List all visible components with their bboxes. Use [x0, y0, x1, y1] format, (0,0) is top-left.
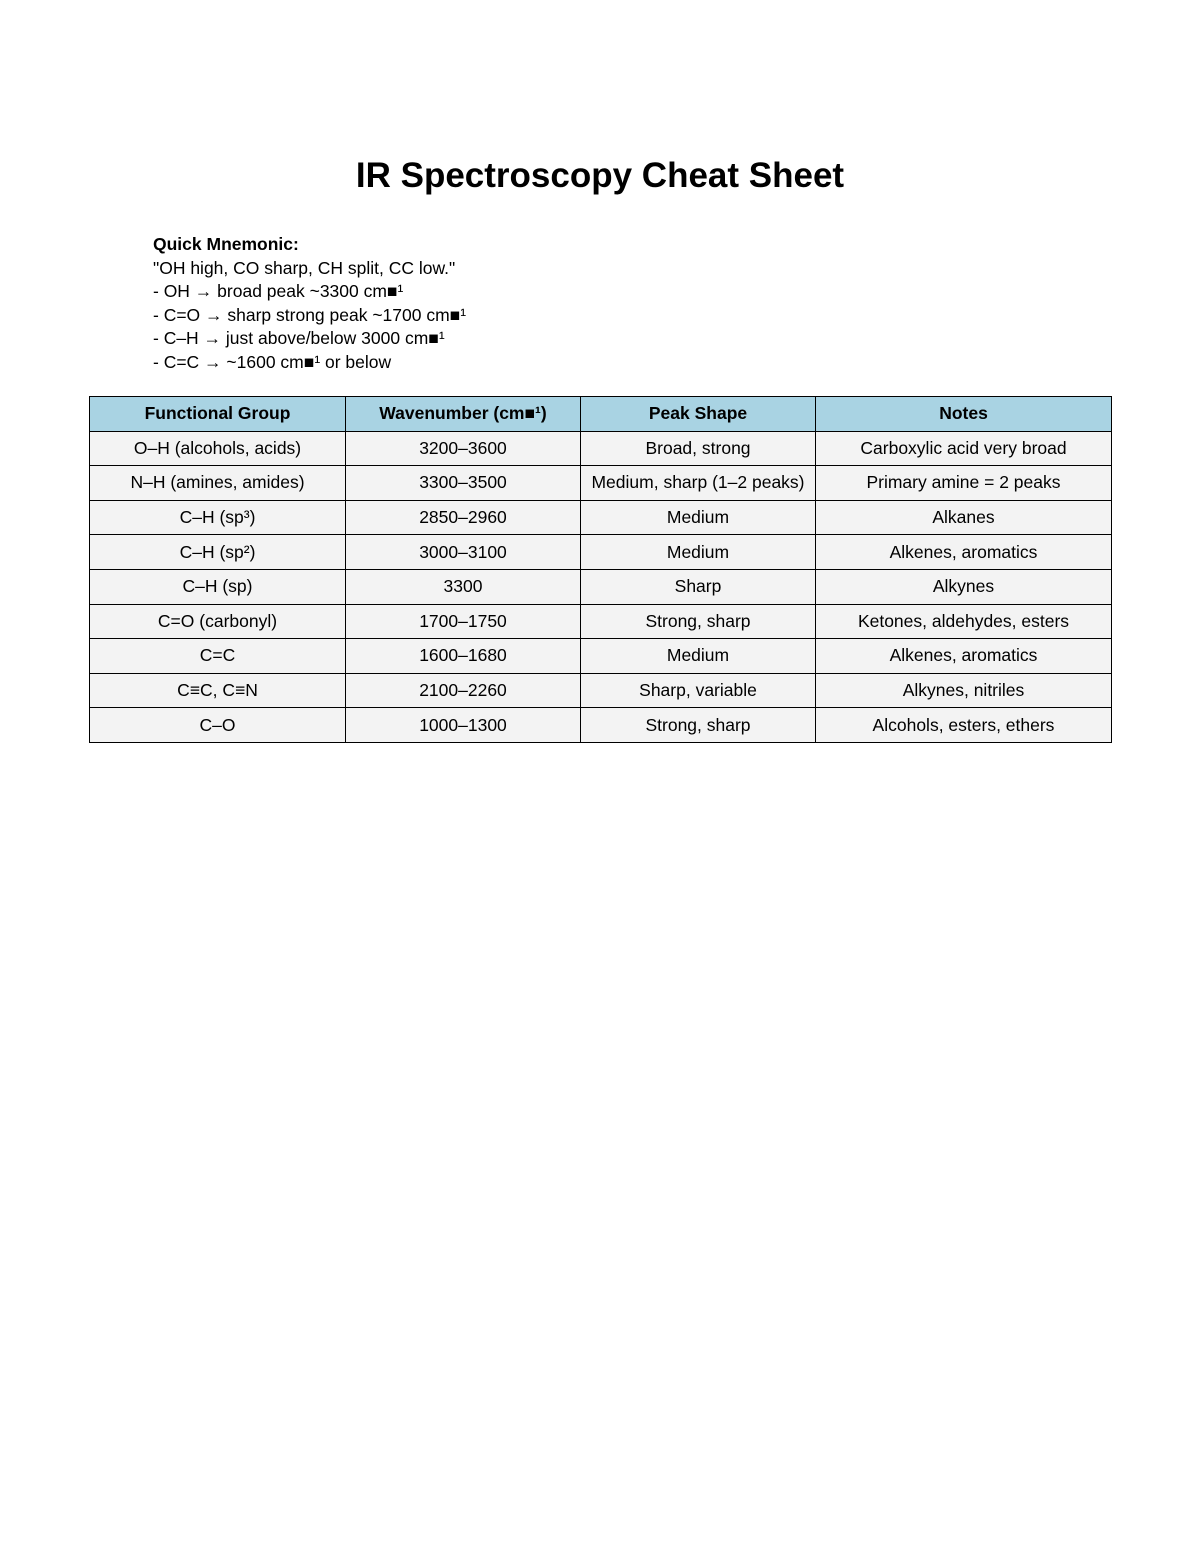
cell-wavenumber: 3300: [346, 569, 581, 604]
table-row: [90, 708, 1112, 743]
cell-functional-group: C=C: [90, 639, 346, 674]
cell-notes: Carboxylic acid very broad: [816, 431, 1112, 466]
cell-notes: Alkynes, nitriles: [816, 673, 1112, 708]
table-row: [90, 639, 1112, 674]
cell-functional-group: C=O (carbonyl): [90, 604, 346, 639]
cell-functional-group: C–H (sp²): [90, 535, 346, 570]
header-peak-shape: Peak Shape: [581, 397, 816, 432]
header-wavenumber: Wavenumber (cm■¹): [346, 397, 581, 432]
cell-notes: Alcohols, esters, ethers: [816, 708, 1112, 743]
cell-peak-shape: Medium: [581, 535, 816, 570]
cell-notes: Alkenes, aromatics: [816, 639, 1112, 674]
table-row: [90, 431, 1112, 466]
cell-wavenumber: 2100–2260: [346, 673, 581, 708]
cell-notes: Alkenes, aromatics: [816, 535, 1112, 570]
table-row: [90, 535, 1112, 570]
page-title: IR Spectroscopy Cheat Sheet: [355, 156, 845, 195]
mnemonic-line: "OH high, CO sharp, CH split, CC low.": [153, 257, 456, 278]
table-row: [90, 569, 1112, 604]
mnemonic-line: - OH → broad peak ~3300 cm■¹: [153, 281, 404, 302]
cell-functional-group: C–O: [90, 708, 346, 743]
cell-notes: Alkynes: [816, 569, 1112, 604]
table-row: [90, 673, 1112, 708]
cell-functional-group: O–H (alcohols, acids): [90, 431, 346, 466]
cell-peak-shape: Sharp, variable: [581, 673, 816, 708]
mnemonic-line: - C–H → just above/below 3000 cm■¹: [153, 328, 445, 349]
cell-peak-shape: Sharp: [581, 569, 816, 604]
cell-wavenumber: 1600–1680: [346, 639, 581, 674]
cell-functional-group: N–H (amines, amides): [90, 466, 346, 501]
cell-wavenumber: 1700–1750: [346, 604, 581, 639]
cell-notes: Primary amine = 2 peaks: [816, 466, 1112, 501]
cell-functional-group: C–H (sp³): [90, 500, 346, 535]
ir-absorption-table: [89, 396, 1112, 743]
table-row: [90, 604, 1112, 639]
cell-peak-shape: Strong, sharp: [581, 708, 816, 743]
cell-functional-group: C–H (sp): [90, 569, 346, 604]
cell-wavenumber: 3300–3500: [346, 466, 581, 501]
cell-wavenumber: 3000–3100: [346, 535, 581, 570]
table-row: [90, 466, 1112, 501]
mnemonic-line: - C=O → sharp strong peak ~1700 cm■¹: [153, 304, 467, 325]
cell-wavenumber: 2850–2960: [346, 500, 581, 535]
cell-peak-shape: Medium, sharp (1–2 peaks): [581, 466, 816, 501]
cell-peak-shape: Broad, strong: [581, 431, 816, 466]
table-row: [90, 500, 1112, 535]
cell-wavenumber: 3200–3600: [346, 431, 581, 466]
cell-wavenumber: 1000–1300: [346, 708, 581, 743]
mnemonic-line: - C=C → ~1600 cm■¹ or below: [153, 351, 392, 372]
cell-notes: Ketones, aldehydes, esters: [816, 604, 1112, 639]
cell-peak-shape: Medium: [581, 639, 816, 674]
header-functional-group: Functional Group: [90, 397, 346, 432]
cell-peak-shape: Strong, sharp: [581, 604, 816, 639]
table-header-row: [90, 397, 1112, 432]
mnemonic-section: [153, 233, 853, 375]
header-notes: Notes: [816, 397, 1112, 432]
cell-peak-shape: Medium: [581, 500, 816, 535]
cell-notes: Alkanes: [816, 500, 1112, 535]
mnemonic-heading: Quick Mnemonic:: [153, 234, 299, 254]
cell-functional-group: C≡C, C≡N: [90, 673, 346, 708]
